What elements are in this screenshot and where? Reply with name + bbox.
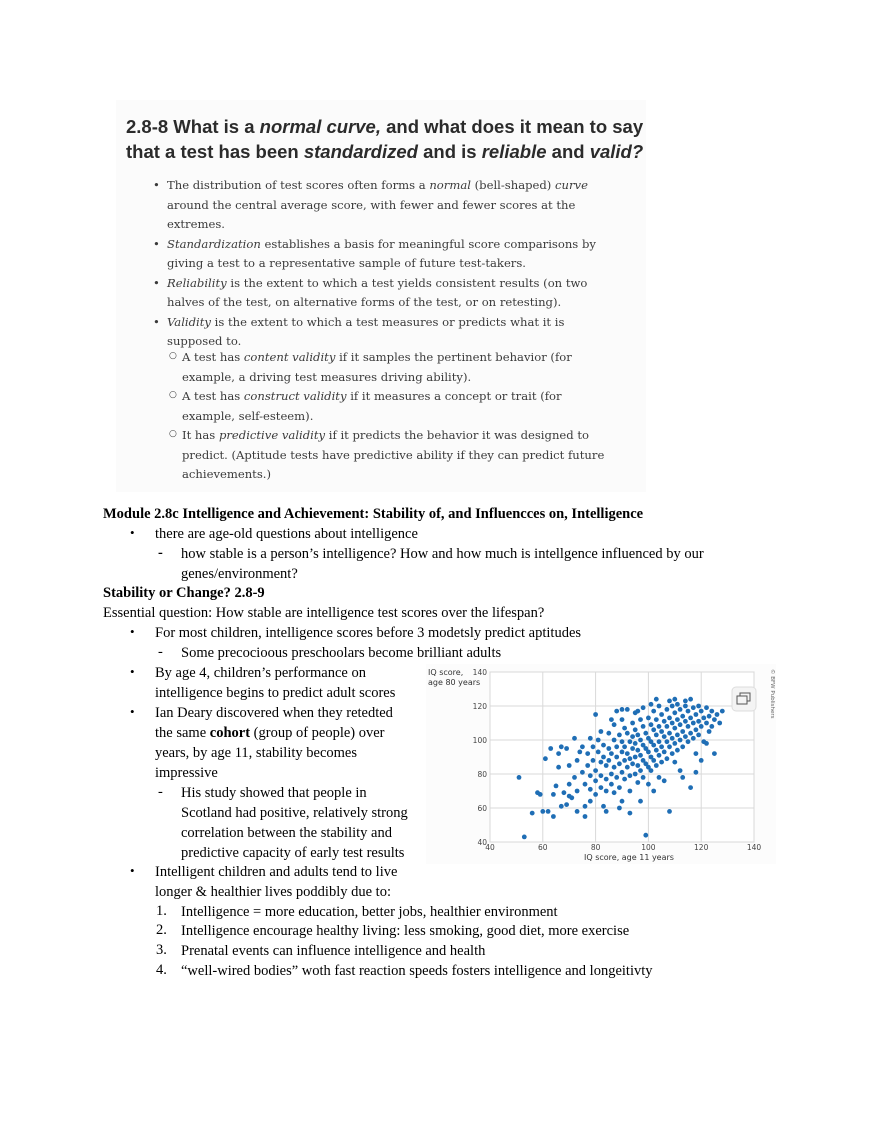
data-point xyxy=(593,778,598,783)
data-point xyxy=(633,727,638,732)
data-point xyxy=(649,768,654,773)
data-point xyxy=(638,717,643,722)
data-point xyxy=(678,722,683,727)
data-point xyxy=(651,743,656,748)
data-point xyxy=(591,744,596,749)
data-point xyxy=(659,729,664,734)
data-point xyxy=(617,761,622,766)
y-tick-label: 100 xyxy=(472,736,487,745)
data-point xyxy=(696,704,701,709)
data-point xyxy=(712,717,717,722)
list-item-healthy-living: Intelligence encourage healthy living: less smoking, good diet, more exercise xyxy=(181,923,630,939)
data-point xyxy=(638,738,643,743)
data-point xyxy=(572,775,577,780)
excerpt-sub-bullet-predictive-validity: ○ It has predictive validity if it predicts the behavior it was designed to predict. (Aptitude tests have predictive ability if they can predict future achievements.) xyxy=(169,426,609,485)
data-point xyxy=(654,733,659,738)
data-point xyxy=(654,697,659,702)
data-point xyxy=(678,768,683,773)
data-point xyxy=(686,724,691,729)
data-point xyxy=(620,717,625,722)
excerpt-bullet-reliability: • Reliability is the extent to which a test yields consistent results (on two halves of the test, on alternative forms of the test, or on retesting). xyxy=(153,274,608,313)
bullet-marker: • xyxy=(130,624,135,639)
publisher-credit: © BFW Publishers xyxy=(769,669,775,719)
data-point xyxy=(657,724,662,729)
data-point xyxy=(691,721,696,726)
data-point xyxy=(638,753,643,758)
data-point xyxy=(588,773,593,778)
data-point xyxy=(599,785,604,790)
data-point xyxy=(617,785,622,790)
data-point xyxy=(630,734,635,739)
data-point xyxy=(657,753,662,758)
iq-scatter-chart xyxy=(426,664,776,864)
bullet-ian-deary-cont: impressive xyxy=(155,765,218,781)
data-point xyxy=(575,789,580,794)
data-point xyxy=(704,705,709,710)
data-point xyxy=(717,721,722,726)
data-point xyxy=(548,746,553,751)
data-point xyxy=(699,724,704,729)
excerpt-sub-bullet-construct-validity: ○ A test has construct validity if it measures a concept or trait (for example, self-esteem). xyxy=(169,387,609,426)
sub-bullet-scotland-study-cont: correlation between the stability and xyxy=(181,825,392,841)
data-point xyxy=(617,806,622,811)
data-point xyxy=(599,760,604,765)
sub-bullet-stability-question-cont: genes/environment? xyxy=(181,566,298,582)
data-point xyxy=(593,768,598,773)
sub-bullet-scotland-study: His study showed that people in xyxy=(181,785,367,801)
data-point xyxy=(596,750,601,755)
data-point xyxy=(564,746,569,751)
data-point xyxy=(654,717,659,722)
excerpt-title: 2.8-8 What is a normal curve, and what does it mean to say that a test has been standardized and is reliable and valid? xyxy=(126,116,644,162)
x-axis-label: IQ score, age 11 years xyxy=(584,853,674,862)
data-point xyxy=(643,833,648,838)
data-point xyxy=(680,775,685,780)
data-point xyxy=(680,729,685,734)
x-tick-label: 120 xyxy=(694,843,709,852)
list-number: 1. xyxy=(156,903,167,919)
bullet-age-4: By age 4, children’s performance on xyxy=(155,665,366,681)
x-tick-label: 80 xyxy=(590,843,601,852)
data-point xyxy=(683,699,688,704)
data-point xyxy=(614,744,619,749)
data-point xyxy=(559,744,564,749)
y-axis-label-line2: age 80 years xyxy=(428,678,481,687)
data-point xyxy=(667,744,672,749)
data-point xyxy=(630,721,635,726)
data-point xyxy=(651,789,656,794)
data-point xyxy=(686,709,691,714)
data-point xyxy=(709,709,714,714)
data-point xyxy=(593,712,598,717)
data-point xyxy=(701,716,706,721)
data-point xyxy=(630,746,635,751)
data-point xyxy=(667,716,672,721)
data-point xyxy=(583,804,588,809)
cohort-term: cohort xyxy=(209,725,251,741)
data-point xyxy=(657,704,662,709)
data-point xyxy=(670,736,675,741)
data-point xyxy=(625,707,630,712)
bullet-longer-lives-cont: longer & healthier lives poddibly due to: xyxy=(155,884,391,900)
grid-lines xyxy=(490,672,754,842)
excerpt-sub-bullet-list xyxy=(169,348,609,485)
data-point xyxy=(567,794,572,799)
bullet-marker: • xyxy=(130,863,135,878)
data-point xyxy=(707,714,712,719)
data-point xyxy=(667,731,672,736)
data-point xyxy=(628,739,633,744)
data-point xyxy=(612,765,617,770)
data-point xyxy=(662,778,667,783)
data-point xyxy=(665,724,670,729)
data-point xyxy=(588,799,593,804)
data-point xyxy=(606,731,611,736)
data-point xyxy=(646,782,651,787)
data-point xyxy=(604,789,609,794)
data-point xyxy=(688,716,693,721)
data-point xyxy=(588,787,593,792)
copy-icon[interactable] xyxy=(732,687,756,711)
data-point xyxy=(678,707,683,712)
data-point xyxy=(662,734,667,739)
list-item-prenatal: Prenatal events can influence intelligence and health xyxy=(181,943,486,959)
data-point xyxy=(715,712,720,717)
data-point xyxy=(588,736,593,741)
sub-bullet-scotland-study-cont: predictive capacity of early test results xyxy=(181,845,405,861)
list-item-education: Intelligence = more education, better jobs, healthier environment xyxy=(181,904,558,920)
data-point xyxy=(659,712,664,717)
data-point xyxy=(659,744,664,749)
data-point xyxy=(635,733,640,738)
data-point xyxy=(654,748,659,753)
data-point xyxy=(651,758,656,763)
data-point xyxy=(672,697,677,702)
y-tick-label: 80 xyxy=(477,770,487,779)
data-point xyxy=(628,773,633,778)
data-point xyxy=(617,733,622,738)
y-tick-label: 40 xyxy=(477,838,487,847)
data-point xyxy=(606,746,611,751)
data-point xyxy=(694,727,699,732)
y-tick-label: 120 xyxy=(472,702,487,711)
data-point xyxy=(678,738,683,743)
bullet-marker: • xyxy=(130,525,135,540)
list-item-well-wired: “well-wired bodies” woth fast reaction speeds fosters intelligence and longeitivty xyxy=(181,963,653,979)
data-point xyxy=(635,709,640,714)
data-point xyxy=(665,756,670,761)
data-point xyxy=(675,717,680,722)
data-point xyxy=(601,743,606,748)
module-heading: Module 2.8c Intelligence and Achievement: Stability of, and Influencces on, Intelligence xyxy=(103,506,644,522)
data-point xyxy=(649,702,654,707)
essential-question: Essential question: How stable are intelligence test scores over the lifespan? xyxy=(103,605,545,621)
data-point xyxy=(567,763,572,768)
data-point xyxy=(585,763,590,768)
data-point xyxy=(606,758,611,763)
data-point xyxy=(599,729,604,734)
bullet-age-4-cont: intelligence begins to predict adult scores xyxy=(155,685,396,701)
data-point xyxy=(704,741,709,746)
data-point xyxy=(596,738,601,743)
data-point xyxy=(638,799,643,804)
data-point xyxy=(641,724,646,729)
data-point xyxy=(556,765,561,770)
data-point xyxy=(672,741,677,746)
data-point xyxy=(712,751,717,756)
data-point xyxy=(649,722,654,727)
data-point xyxy=(620,770,625,775)
data-point xyxy=(620,799,625,804)
list-number: 4. xyxy=(156,962,167,978)
list-number: 2. xyxy=(156,922,167,938)
dash-marker: - xyxy=(158,545,163,561)
data-point xyxy=(683,719,688,724)
data-point xyxy=(604,763,609,768)
y-tick-label: 60 xyxy=(477,804,487,813)
data-point xyxy=(546,809,551,814)
bullet-ian-deary-cont: years, by age 11, stability becomes xyxy=(155,745,358,761)
data-point xyxy=(675,733,680,738)
stability-heading: Stability or Change? 2.8-9 xyxy=(103,585,265,601)
data-point xyxy=(599,773,604,778)
data-point xyxy=(643,731,648,736)
dash-marker: - xyxy=(158,644,163,660)
data-point xyxy=(620,707,625,712)
data-point xyxy=(633,741,638,746)
bullet-ian-deary-cont: the same cohort (group of people) over xyxy=(155,725,385,741)
data-point xyxy=(694,712,699,717)
data-point xyxy=(593,792,598,797)
data-point xyxy=(646,750,651,755)
data-point xyxy=(672,710,677,715)
excerpt-sub-bullet-content-validity: ○ A test has content validity if it samples the pertinent behavior (for example, a driving test measures driving ability). xyxy=(169,348,609,387)
data-point xyxy=(583,814,588,819)
data-point xyxy=(707,729,712,734)
data-point xyxy=(567,782,572,787)
data-point xyxy=(704,721,709,726)
excerpt-bullet-standardization: • Standardization establishes a basis for meaningful score comparisons by giving a test to a representative sample of future test-takers. xyxy=(153,235,608,274)
data-point xyxy=(601,804,606,809)
data-point xyxy=(641,705,646,710)
data-point xyxy=(554,784,559,789)
data-point xyxy=(720,709,725,714)
data-point xyxy=(675,748,680,753)
excerpt-bullet-list xyxy=(153,176,608,352)
data-point xyxy=(651,727,656,732)
data-point xyxy=(667,809,672,814)
data-point xyxy=(630,761,635,766)
data-point xyxy=(559,804,564,809)
data-point xyxy=(691,705,696,710)
data-point xyxy=(622,744,627,749)
data-point xyxy=(672,760,677,765)
data-point xyxy=(635,780,640,785)
data-point xyxy=(625,751,630,756)
data-point xyxy=(646,716,651,721)
data-point xyxy=(651,709,656,714)
y-tick-label: 140 xyxy=(472,668,487,677)
data-point xyxy=(612,790,617,795)
data-point xyxy=(638,768,643,773)
data-point xyxy=(641,775,646,780)
data-point xyxy=(628,811,633,816)
data-point xyxy=(675,702,680,707)
data-point xyxy=(562,790,567,795)
data-point xyxy=(543,756,548,761)
data-point xyxy=(670,704,675,709)
data-point xyxy=(604,777,609,782)
bullet-longer-lives: Intelligent children and adults tend to live xyxy=(155,864,398,880)
data-point xyxy=(635,763,640,768)
data-point xyxy=(609,751,614,756)
data-point xyxy=(564,802,569,807)
x-tick-label: 140 xyxy=(746,843,762,852)
data-point xyxy=(688,731,693,736)
data-point xyxy=(622,777,627,782)
data-point xyxy=(540,809,545,814)
data-point xyxy=(609,772,614,777)
data-point xyxy=(522,835,527,840)
sub-bullet-scotland-study-cont: Scotland had positive, relatively strong xyxy=(181,805,408,821)
data-point xyxy=(688,697,693,702)
data-point xyxy=(635,748,640,753)
data-point xyxy=(609,782,614,787)
data-point xyxy=(686,739,691,744)
data-point xyxy=(665,739,670,744)
data-point xyxy=(696,733,701,738)
data-point xyxy=(575,758,580,763)
data-point xyxy=(628,789,633,794)
data-point xyxy=(657,739,662,744)
data-point xyxy=(556,751,561,756)
data-point xyxy=(683,734,688,739)
data-point xyxy=(628,756,633,761)
data-point xyxy=(688,785,693,790)
sub-bullet-stability-question: how stable is a person’s intelligence? How and how much is intellgence influenced by our xyxy=(181,546,704,562)
excerpt-bullet-validity: • Validity is the extent to which a test measures or predicts what it is supposed to. xyxy=(153,313,608,352)
data-point xyxy=(667,699,672,704)
data-point xyxy=(614,775,619,780)
bullet-marker: • xyxy=(130,664,135,679)
data-point xyxy=(604,809,609,814)
x-tick-label: 40 xyxy=(485,843,495,852)
data-point xyxy=(691,736,696,741)
data-point xyxy=(591,758,596,763)
data-point xyxy=(575,809,580,814)
bullet-ian-deary: Ian Deary discovered when they retedted xyxy=(155,705,393,721)
list-number: 3. xyxy=(156,942,167,958)
scatter-plot-svg xyxy=(426,664,776,864)
data-point xyxy=(625,765,630,770)
data-point xyxy=(609,717,614,722)
data-point xyxy=(517,775,522,780)
data-point xyxy=(583,782,588,787)
data-point xyxy=(620,750,625,755)
bullet-children-scores: For most children, intelligence scores before 3 modetsly predict aptitudes xyxy=(155,625,582,641)
data-point xyxy=(709,724,714,729)
data-point xyxy=(535,790,540,795)
data-point xyxy=(683,704,688,709)
data-point xyxy=(551,792,556,797)
data-point xyxy=(551,814,556,819)
data-point xyxy=(622,758,627,763)
data-point xyxy=(614,709,619,714)
data-point xyxy=(580,770,585,775)
data-point xyxy=(665,707,670,712)
data-point xyxy=(694,770,699,775)
data-point xyxy=(670,721,675,726)
data-point xyxy=(699,709,704,714)
data-point xyxy=(680,744,685,749)
data-point xyxy=(577,750,582,755)
data-point xyxy=(633,755,638,760)
data-point xyxy=(659,760,664,765)
data-point xyxy=(699,758,704,763)
plot-area xyxy=(490,672,754,842)
textbook-excerpt-image xyxy=(116,100,646,492)
sub-bullet-precocious: Some precocioous preschoolars become brilliant adults xyxy=(181,645,502,661)
data-point xyxy=(530,811,535,816)
y-axis-label-line1: IQ score, xyxy=(428,668,464,677)
data-point xyxy=(633,772,638,777)
x-tick-label: 100 xyxy=(641,843,656,852)
data-point xyxy=(694,751,699,756)
bullet-age-old-questions: there are age-old questions about intelligence xyxy=(155,526,418,542)
data-point xyxy=(680,714,685,719)
data-point xyxy=(662,719,667,724)
data-point xyxy=(614,755,619,760)
data-point xyxy=(625,731,630,736)
data-point xyxy=(670,751,675,756)
data-point xyxy=(657,775,662,780)
data-point xyxy=(585,751,590,756)
data-point xyxy=(696,719,701,724)
data-point xyxy=(580,744,585,749)
bullet-marker: • xyxy=(130,704,135,719)
data-point xyxy=(612,722,617,727)
data-point xyxy=(672,726,677,731)
x-tick-label: 60 xyxy=(538,843,548,852)
data-point xyxy=(654,763,659,768)
data-point xyxy=(572,736,577,741)
data-point xyxy=(662,750,667,755)
excerpt-bullet-normal-curve: • The distribution of test scores often forms a normal (bell-shaped) curve around the central average score, with fewer and fewer scores at the extremes. xyxy=(153,176,608,235)
data-point xyxy=(612,738,617,743)
data-point xyxy=(620,739,625,744)
data-point xyxy=(622,726,627,731)
data-point xyxy=(601,755,606,760)
dash-marker: - xyxy=(158,784,163,800)
